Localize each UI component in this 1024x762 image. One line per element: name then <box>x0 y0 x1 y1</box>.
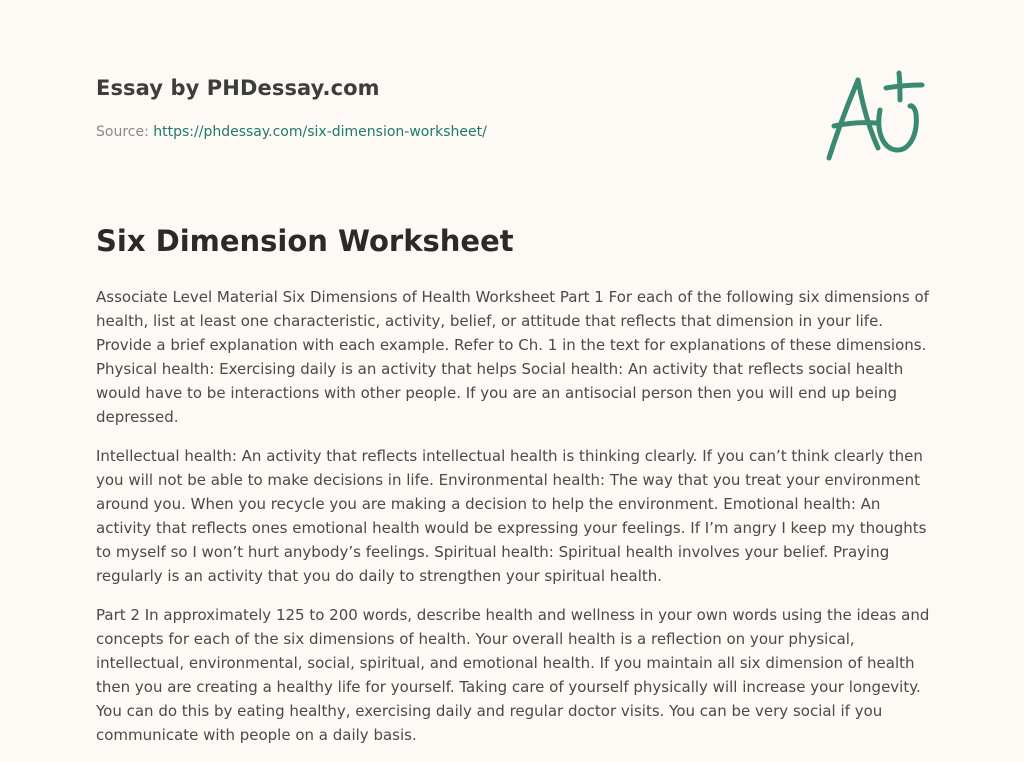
essay-paragraph: Part 2 In approximately 125 to 200 words, describe health and wellness in your own words using the ideas and concepts for each of the six dimensions of health. Your overall health is a reflection on your physical, intellectual, environmental, social, spiritual, and emotional health. If you maintain all six dimension of health then you are creating a healthy life for yourself. Taking care of yourself physically will increase your longevity. You can do this by eating healthy, exercising daily and regular doctor visits. You can be very social if you communicate with people on a daily basis. <box>96 606 930 744</box>
a-plus-logo-icon <box>820 68 930 164</box>
essay-title: Six Dimension Worksheet <box>96 224 514 258</box>
source-label: Source: <box>96 124 149 140</box>
source-line <box>96 124 487 140</box>
site-title: Essay by PHDessay.com <box>96 76 380 100</box>
essay-paragraph: Associate Level Material Six Dimensions of Health Worksheet Part 1 For each of the following six dimensions of health, list at least one characteristic, activity, belief, or attitude that reflects that dimension in your life. Provide a brief explanation with each example. Refer to Ch. 1 in the text for explanations of these dimensions. Physical health: Exercising daily is an activity that helps Social health: An activity that reflects social health would have to be interactions with other people. If you are an antisocial person then you will end up being depressed. <box>96 288 929 426</box>
essay-paragraph: Intellectual health: An activity that reflects intellectual health is thinking clearly. If you can’t think clearly then you will not be able to make decisions in life. Environmental health: The way that you treat your environment around you. When you recycle you are making a decision to help the environment. Emotional health: An activity that reflects ones emotional health would be expressing your feelings. If I’m angry I keep my thoughts to myself so I won’t hurt anybody’s feelings. Spiritual health: Spiritual health involves your belief. Praying regularly is an activity that you do daily to strengthen your spiritual health. <box>96 447 927 585</box>
essay-body <box>96 285 932 762</box>
source-link[interactable]: https://phdessay.com/six-dimension-worksheet/ <box>153 124 487 140</box>
